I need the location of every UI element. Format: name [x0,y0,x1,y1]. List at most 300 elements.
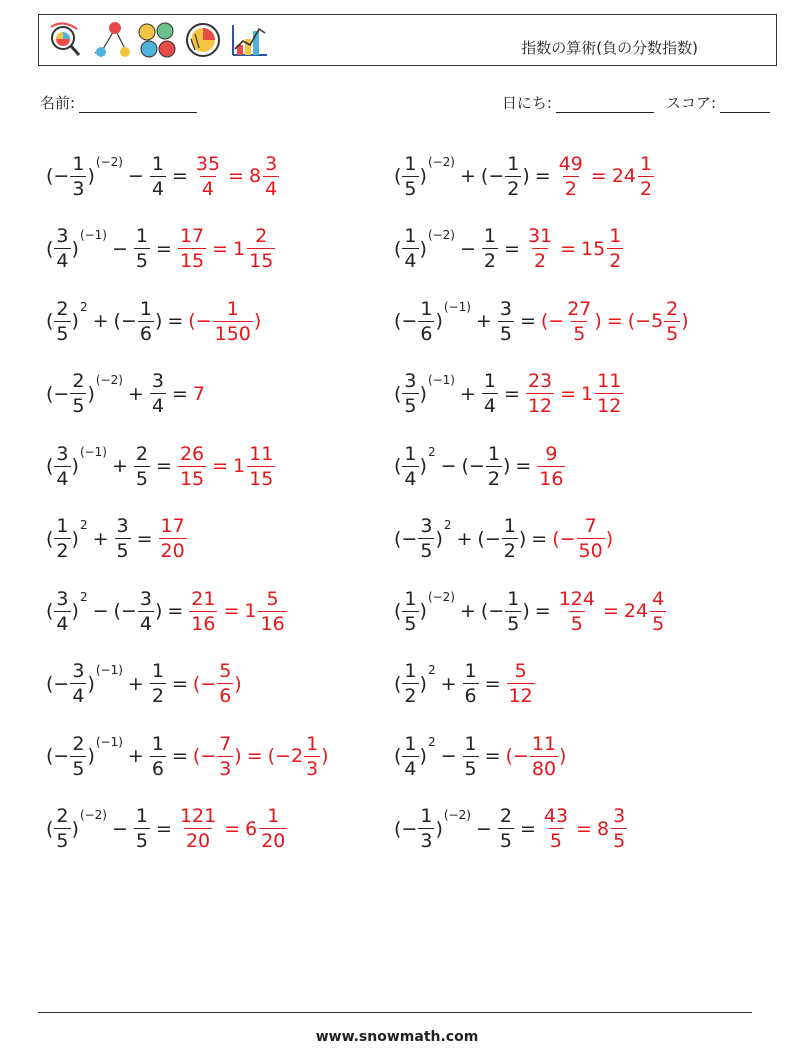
fraction [611,804,627,853]
symbol: ) [253,310,262,332]
symbol: ) [71,455,79,477]
symbol: (−5 [627,310,664,332]
problem-item [46,217,276,281]
exponent: (−2) [443,807,471,822]
footer-url[interactable]: www.snowmath.com [315,1029,479,1045]
fraction [134,442,150,491]
numerator: 1 [139,297,152,320]
numerator: 1 [483,370,497,392]
numerator: 1 [464,660,477,682]
operator: = [171,165,188,187]
denominator: 6 [151,757,164,780]
numerator: 3 [56,587,69,610]
numerator: 1 [507,587,520,610]
fraction [70,369,86,418]
operator: = [228,165,244,187]
symbol: ) [321,745,329,767]
numerator: 1 [483,225,497,247]
answer [506,732,567,781]
symbol: ( [46,310,54,332]
fraction [138,587,154,636]
whole-number: 24 [611,165,636,187]
symbol: ) [419,382,427,405]
problem-item [46,289,261,353]
fraction [247,442,275,491]
operator: = [156,817,172,840]
symbol: ) [87,382,95,405]
answer [193,659,242,708]
operator: + [440,672,457,695]
operator: = [560,382,577,405]
numerator: 1 [306,732,319,755]
fraction [418,514,434,563]
fraction [607,224,623,273]
symbol: ( [46,527,54,550]
fraction [557,587,597,636]
name-label: 名前: [40,94,76,112]
symbol: ) [559,745,567,767]
pie-chart-icon [187,24,219,56]
denominator: 3 [72,177,85,200]
fraction [402,442,418,491]
numerator: 3 [404,370,417,392]
denominator: 6 [464,685,477,707]
numerator: 11 [249,442,274,465]
numerator: 124 [558,587,595,610]
answer [506,659,536,708]
fraction [557,152,585,201]
footer-divider [38,1012,752,1013]
numerator: 1 [72,152,85,175]
operator: = [590,165,607,187]
numerator: 2 [255,225,268,247]
symbol: ( [394,237,402,260]
fraction [402,369,418,418]
denominator: 5 [507,612,520,635]
fraction [54,297,70,346]
operator: − [460,237,476,260]
denominator: 3 [219,757,232,780]
numerator: 2 [56,805,69,827]
operator: = [576,817,592,840]
denominator: 2 [503,540,516,562]
numerator: 1 [420,297,433,320]
exponent: (−2) [427,155,455,169]
numerator: 2 [72,732,85,755]
symbol: ( [394,165,402,187]
numerator: 1 [404,225,417,247]
numerator: 31 [527,225,553,247]
problem-item [394,507,613,571]
symbol: ) [419,165,427,187]
denominator: 12 [597,395,622,417]
symbol: (− [394,817,418,840]
answer [541,297,689,346]
operator: − [112,237,128,260]
denominator: 16 [191,612,216,635]
denominator: 15 [249,250,274,272]
problem-item [46,434,276,498]
symbol: ) [518,527,527,550]
numerator: 1 [420,805,433,827]
denominator: 3 [420,830,433,852]
exponent: (−2) [95,372,123,387]
denominator: 16 [539,467,564,490]
date-blank[interactable] [556,97,654,113]
fraction [178,224,206,273]
whole-number: 1 [581,382,594,405]
denominator: 4 [139,612,152,635]
symbol: ( [46,817,54,840]
denominator: 2 [507,177,520,200]
whole-number: 6 [245,817,258,840]
denominator: 20 [160,540,185,562]
operator: = [224,817,241,840]
fraction [54,514,70,563]
answer [541,804,628,853]
fraction [178,804,218,853]
symbol: ) [71,817,79,840]
numerator: 1 [609,225,622,247]
answer [177,224,276,273]
problem-item [46,652,242,716]
problem-item [394,579,667,643]
answer [193,152,280,201]
exponent: (−1) [79,227,107,242]
denominator: 4 [404,757,417,780]
problem-item [46,797,288,861]
denominator: 2 [404,685,417,707]
denominator: 4 [404,467,417,490]
exponent: 2 [443,517,452,532]
denominator: 5 [135,467,149,490]
problem-item [394,289,689,353]
exponent: (−2) [427,227,455,242]
operator: + [475,310,492,332]
operator: = [602,600,619,622]
denominator: 5 [56,322,69,345]
numerator: 17 [179,225,205,247]
answer [525,369,624,418]
fraction [526,369,554,418]
fraction [150,152,166,201]
denominator: 12 [508,685,533,707]
symbol: ) [71,310,79,332]
numerator: 21 [191,587,216,610]
numerator: 1 [267,805,280,827]
operator: = [171,382,188,405]
symbol: ) [71,527,79,550]
denominator: 5 [72,395,85,417]
exponent: (−1) [95,662,123,677]
numerator: 1 [151,660,164,682]
denominator: 2 [533,250,547,272]
denominator: 16 [260,612,285,635]
symbol: ) [502,455,511,477]
score-label: スコア: [665,94,716,112]
numerator: 7 [219,732,232,755]
operator: = [246,745,263,767]
denominator: 5 [404,395,417,417]
denominator: 4 [151,177,164,200]
whole-number: 24 [623,600,649,622]
symbol: ) [87,672,95,695]
symbol: (− [505,745,529,767]
magnifier-chart-icon [51,23,79,55]
name-blank[interactable] [79,97,197,113]
whole-number: 1 [233,237,246,260]
fraction [650,587,666,636]
denominator: 2 [640,177,653,200]
operator: + [92,310,109,332]
denominator: 5 [573,322,586,345]
denominator: 2 [487,467,500,490]
denominator: 2 [56,540,69,562]
denominator: 5 [464,757,477,780]
fraction [542,804,570,853]
numerator: 1 [226,297,239,320]
fraction [402,224,418,273]
fraction [134,804,150,853]
symbol: ) [419,455,427,477]
exponent: (−2) [95,155,123,169]
problem-item [394,362,624,426]
fraction [507,659,535,708]
denominator: 4 [56,612,69,635]
denominator: 5 [420,540,433,562]
denominator: 4 [483,395,497,417]
exponent: 2 [79,590,88,604]
fraction [150,732,166,781]
denominator: 5 [499,830,512,852]
denominator: 150 [214,322,251,345]
symbol: ) [419,237,427,260]
denominator: 5 [135,250,149,272]
denominator: 20 [261,830,286,852]
symbol: ) [154,310,163,332]
symbol: ) [435,310,443,332]
numerator: 11 [531,732,557,755]
problem-item [46,579,288,643]
denominator: 15 [249,467,274,490]
exponent: 2 [427,445,436,459]
symbol: (− [192,745,217,767]
number-circles-icon [139,23,175,57]
operator: = [156,455,172,477]
symbol: (− [46,745,70,767]
fraction [70,659,86,708]
numerator: 43 [543,805,569,827]
symbol: ( [46,600,54,622]
operator: = [484,672,501,695]
numerator: 4 [652,587,665,610]
symbol: ) [154,600,163,622]
numerator: 26 [179,442,205,465]
numerator: 7 [584,515,597,537]
exponent: 2 [79,300,88,314]
problem-item [46,144,280,208]
exponent: (−1) [443,300,471,314]
symbol: ( [46,237,54,260]
numerator: 121 [179,805,217,827]
denominator: 20 [185,830,211,852]
fraction [486,442,502,491]
denominator: 5 [116,540,129,562]
fraction [505,152,521,201]
symbol: ) [419,745,427,767]
operator: = [171,745,188,767]
numerator: 2 [72,370,85,392]
score-blank[interactable] [720,97,770,113]
denominator: 12 [527,395,553,417]
symbol: (− [188,310,212,332]
denominator: 5 [613,830,626,852]
symbol: (− [461,455,485,477]
numerator: 49 [558,152,583,175]
symbol: (− [394,527,418,550]
denominator: 4 [151,395,164,417]
operator: + [460,165,476,187]
denominator: 5 [404,177,417,200]
numerator: 3 [265,152,278,175]
symbol: (− [552,527,576,550]
denominator: 3 [306,757,319,780]
fraction [664,297,680,346]
fraction [505,587,521,636]
numerator: 27 [567,297,592,320]
denominator: 2 [609,250,622,272]
numerator: 3 [499,297,512,320]
operator: + [460,382,476,405]
symbol: ) [419,672,427,695]
fraction [502,514,518,563]
numerator: 23 [527,370,553,392]
operator: = [534,600,551,622]
fraction [213,297,253,346]
numerator: 35 [195,152,221,175]
exponent: (−1) [79,445,107,459]
operator: + [92,527,109,550]
denominator: 2 [564,177,577,200]
whole-number: 8 [596,817,610,840]
fraction [217,732,233,781]
operator: = [534,165,551,187]
answer [177,804,288,853]
denominator: 4 [201,177,214,200]
numerator: 1 [404,442,417,465]
symbol: ( [394,745,402,767]
denominator: 15 [179,467,205,490]
fraction [526,224,554,273]
operator: − [475,817,492,840]
fraction [595,369,623,418]
answer [536,442,566,491]
problem-item [394,652,536,716]
problem-item [46,362,205,426]
fraction [463,732,479,781]
answer [193,732,329,781]
fraction [537,442,565,491]
fraction [247,224,275,273]
answer [193,383,205,405]
fraction [482,224,498,273]
fraction [259,804,287,853]
fraction [189,587,217,636]
denominator: 5 [570,612,583,635]
exponent: (−2) [427,590,455,604]
denominator: 80 [531,757,557,780]
symbol: ) [419,600,427,622]
symbol: (− [113,310,137,332]
fraction [194,152,222,201]
exponent: (−1) [95,735,123,749]
symbol: (− [113,600,137,622]
operator: − [440,455,457,477]
symbol: ) [234,672,242,695]
symbol: ) [435,817,443,840]
operator: − [112,817,128,840]
problem-item [46,724,329,788]
fraction [530,732,558,781]
numerator: 1 [151,732,164,755]
numerator: 5 [514,660,527,682]
exponent: 2 [79,517,88,532]
answer [556,587,667,636]
numerator: 17 [160,515,185,537]
answer [552,514,613,563]
symbol: (− [46,672,70,695]
date-score-fields [502,92,770,113]
answer [525,224,624,273]
numerator: 5 [219,660,232,682]
fraction [70,732,86,781]
denominator: 5 [549,830,562,852]
denominator: 4 [72,685,85,707]
answer [177,442,276,491]
denominator: 4 [56,467,69,490]
denominator: 4 [56,250,69,272]
fraction [54,224,70,273]
operator: + [456,527,473,550]
numerator: 2 [666,297,679,320]
whole-number: 15 [581,237,606,260]
fraction [159,514,187,563]
symbol: ) [605,527,614,550]
date-label: 日にち: [501,94,552,112]
denominator: 4 [265,177,278,200]
fraction [304,732,320,781]
exponent: 2 [427,662,436,677]
numerator: 2 [56,297,69,320]
fraction [258,587,286,636]
operator: = [223,600,240,622]
numerator: 1 [464,732,477,755]
denominator: 2 [151,685,164,707]
exponent: (−2) [79,807,107,822]
numerator: 3 [72,660,85,682]
denominator: 6 [139,322,152,345]
operator: = [504,237,520,260]
numerator: 1 [135,805,149,827]
operator: = [531,527,548,550]
symbol: ( [394,672,402,695]
symbol: (− [540,310,565,332]
denominator: 5 [499,322,512,345]
fraction [402,152,418,201]
denominator: 50 [578,540,603,562]
numerator: 2 [135,442,149,465]
symbol: 7 [192,382,205,405]
